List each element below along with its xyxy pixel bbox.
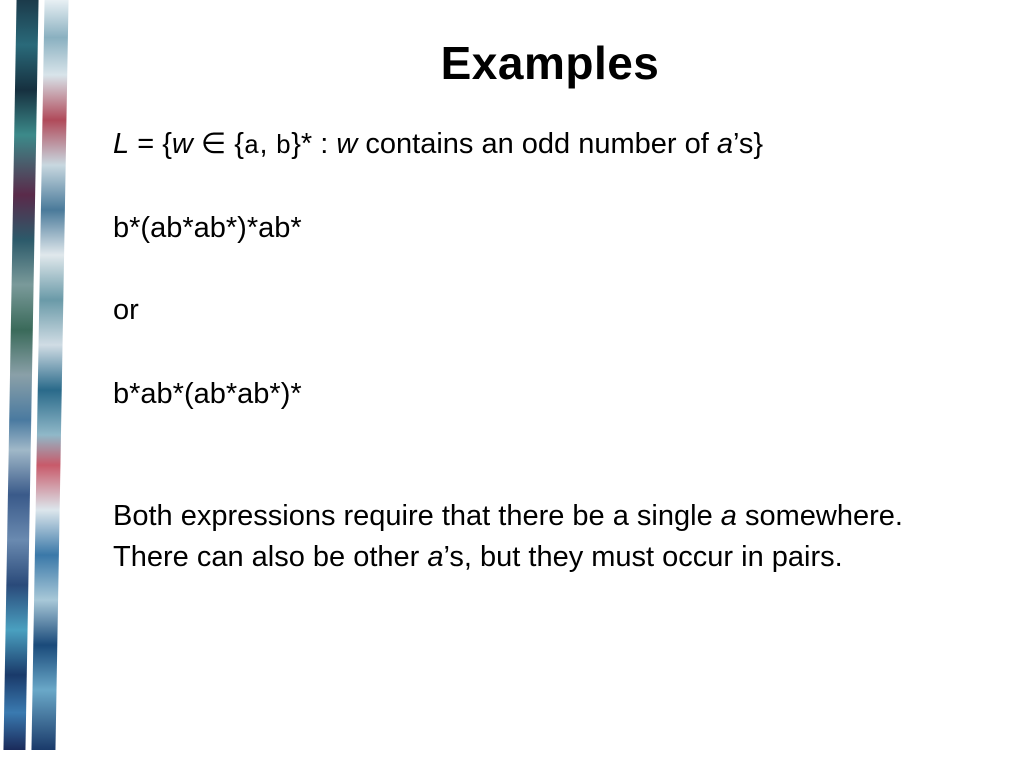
definition-text: = { xyxy=(129,128,172,160)
definition-variable: w xyxy=(171,128,193,160)
explanation-text: ’s, but they must occur in pairs. xyxy=(443,541,843,573)
definition-variable: w xyxy=(336,128,358,160)
definition-text: ’s} xyxy=(733,128,764,160)
explanation-variable: a xyxy=(720,500,737,532)
language-definition xyxy=(113,124,763,166)
definition-text: }* : xyxy=(291,128,337,160)
alphabet-symbol: b xyxy=(275,131,292,161)
regex-two: b*ab*(ab*ab*)* xyxy=(113,378,302,410)
explanation-paragraph xyxy=(113,496,983,578)
decorative-right-strip xyxy=(31,0,68,750)
definition-text: contains an odd number of xyxy=(357,128,717,160)
alphabet-symbol: a xyxy=(243,131,260,161)
explanation-variable: a xyxy=(427,541,444,573)
definition-variable: a xyxy=(716,128,734,160)
language-symbol: L xyxy=(113,128,130,160)
slide-title: Examples xyxy=(440,37,660,89)
definition-text: , xyxy=(259,128,276,160)
or-label: or xyxy=(113,294,139,326)
explanation-text: somewhere. There can also be other xyxy=(113,500,903,573)
definition-text: ∈ { xyxy=(192,128,244,160)
regex-one: b*(ab*ab*)*ab* xyxy=(113,212,302,244)
explanation-text: Both expressions require that there be a single xyxy=(113,500,721,532)
